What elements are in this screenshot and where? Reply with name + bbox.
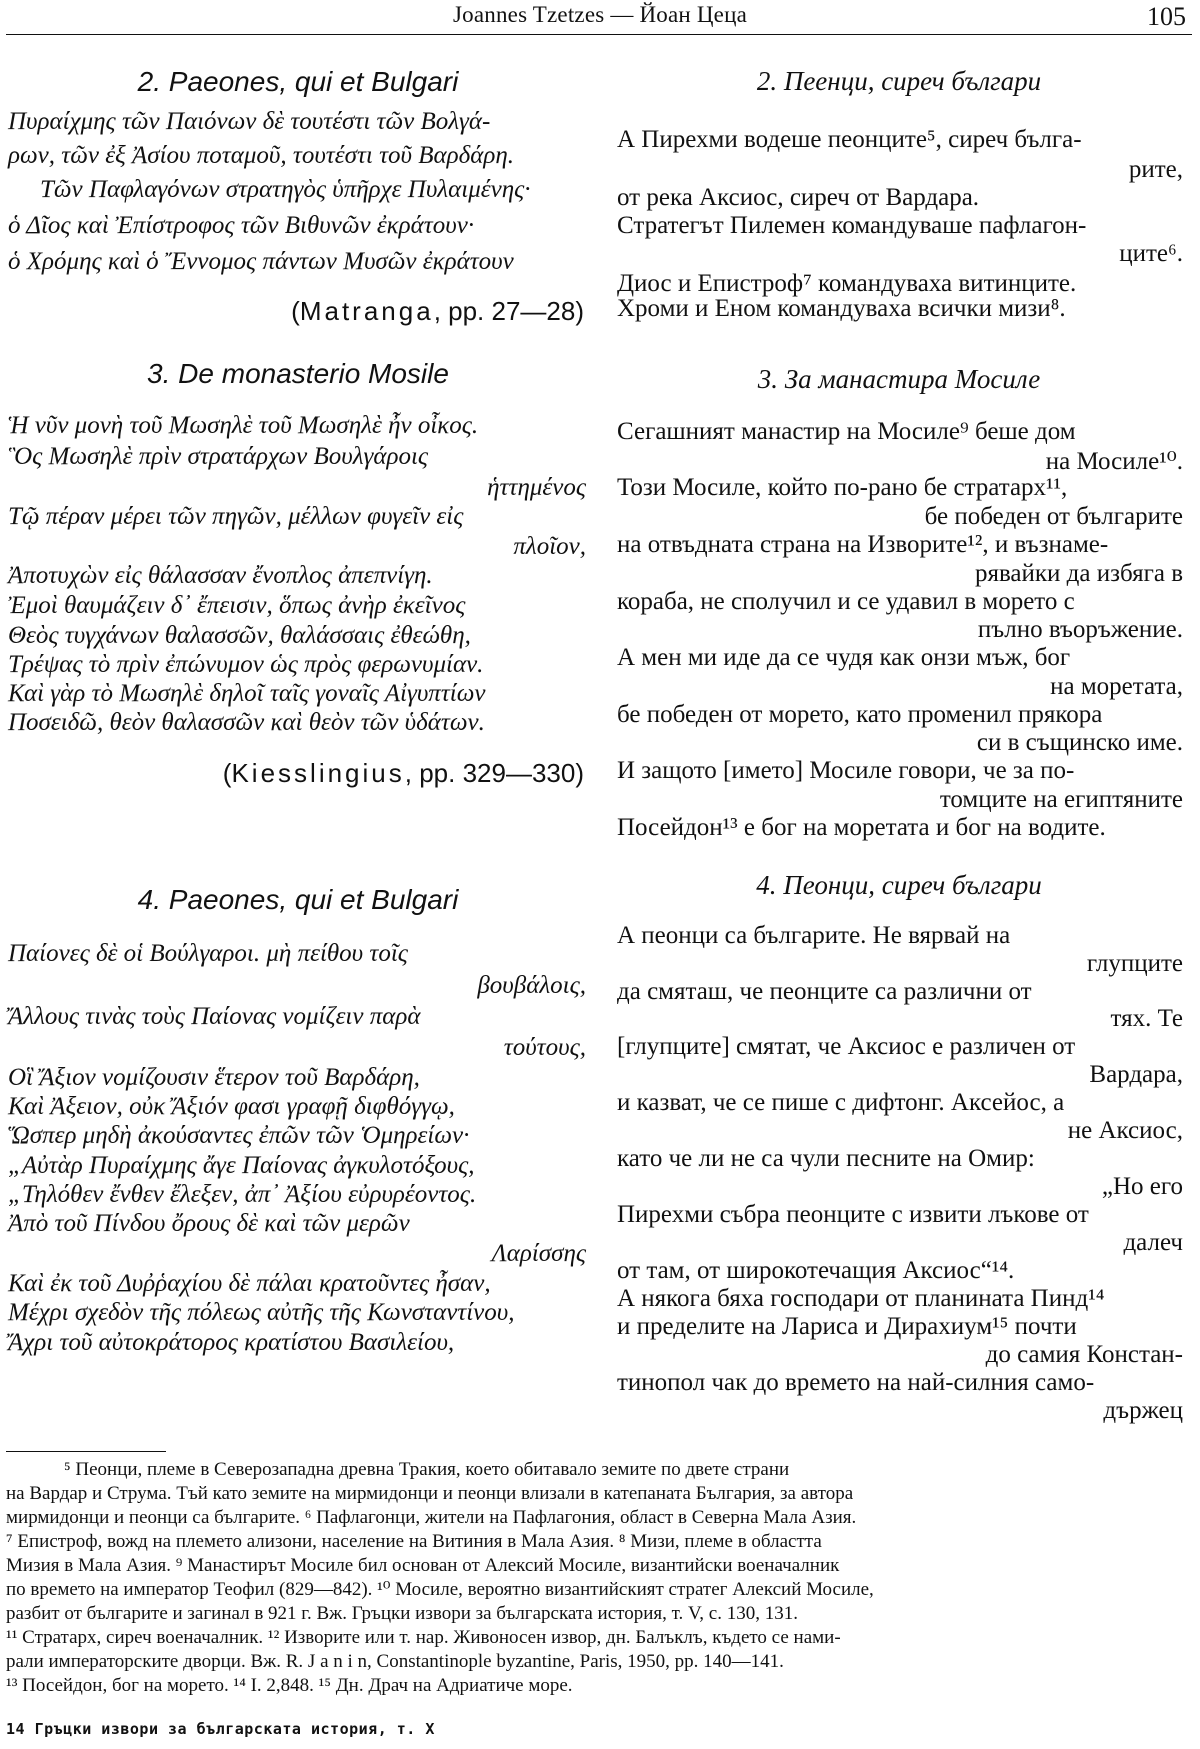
bulgarian-section-title: 3. За манастира Мосиле — [757, 364, 1041, 394]
bulgarian-line: не Аксиос, — [1067, 1117, 1183, 1144]
bulgarian-line: Вардара, — [1089, 1061, 1183, 1088]
greek-line: Ἡ νῦν μονὴ τοῦ Μωσηλὲ τοῦ Μωσηλὲ ἦν οἶκος. — [8, 412, 479, 439]
greek-line: τούτους, — [503, 1034, 586, 1061]
greek-line: Ὃς Μωσηλὲ πρὶν στρατάρχων Βουλγάροις — [8, 443, 429, 470]
bulgarian-line: А Пирехми водеше пеонците⁵, сиреч бълга- — [617, 126, 1082, 153]
bulgarian-line: ците⁶. — [1119, 240, 1183, 267]
footnote-rule — [6, 1451, 166, 1452]
greek-line: „Τηλόθεν ἔνθεν ἔλεξεν, ἀπ᾽ Ἀξίου εὐρυρέοντος. — [8, 1181, 477, 1208]
greek-section-title: 4. Paeones, qui et Bulgari — [137, 884, 459, 915]
source-open: ( — [291, 296, 300, 326]
greek-line: Ποσειδῶ, θεὸν θαλασσῶν καὶ θεὸν τῶν ὑδάτων. — [8, 709, 485, 736]
bulgarian-line: рявайки да избяга в — [974, 560, 1183, 587]
greek-line: Οἳ Ἄξιον νομίζουσιν ἕτερον τοῦ Βαρδάρη, — [8, 1064, 420, 1091]
footnote-line: ⁷ Епистроф, вожд на племето ализони, население на Витиния в Мала Азия. ⁸ Мизи, племе в областта — [6, 1531, 822, 1552]
bulgarian-line: си в същинско име. — [976, 729, 1183, 756]
bulgarian-section-title: 4. Пеонци, сиреч българи — [756, 870, 1042, 900]
bulgarian-line: кораба, не сполучил и се удавил в морето с — [617, 588, 1075, 615]
bulgarian-line: глупците — [1086, 950, 1183, 977]
bulgarian-line: „Но его — [1101, 1173, 1183, 1200]
greek-line: ρων, τῶν ἐξ Ἀσίου ποταμοῦ, τουτέστι τοῦ Βαρδάρη. — [8, 142, 515, 169]
bulgarian-line: на Мосиле¹⁰. — [1045, 448, 1183, 475]
footnote-line: ⁵ Пеонци, племе в Северозападна древна Тракия, което обитавало земите по двете страни — [64, 1459, 790, 1480]
footnotes — [6, 1458, 1186, 1708]
bulgarian-line: на моретата, — [1050, 673, 1183, 700]
bulgarian-line: до самия Констан- — [985, 1341, 1183, 1368]
greek-line: Ἀπὸ τοῦ Πίνδου ὄρους δὲ καὶ τῶν μερῶν — [8, 1210, 410, 1237]
greek-line: Τῷ πέραν μέρει τῶν πηγῶν, μέλλων φυγεῖν εἰς — [8, 503, 464, 530]
greek-line: Ἄλλους τινὰς τοὺς Παίονας νομίζειν παρὰ — [8, 1003, 421, 1030]
bulgarian-line: рите, — [1128, 156, 1183, 183]
footnote-line: на Вардар и Струма. Тъй като земите на мирмидонци и пеонци влизали в катепаната България, за автора — [6, 1483, 854, 1504]
greek-line: Τῶν Παφλαγόνων στρατηγὸς ὑπῆρχε Πυλαιμένης· — [40, 176, 531, 203]
bulgarian-line: от там, от широкотечащия Аксиос“¹⁴. — [617, 1257, 1015, 1284]
bulgarian-line: от река Аксиос, сиреч от Вардара. — [617, 184, 980, 211]
greek-line: Ὥσπερ μηδὴ ἀκούσαντες ἐπῶν τῶν Ὁμηρείων· — [8, 1122, 470, 1149]
greek-line: πλοῖον, — [513, 533, 586, 560]
bulgarian-line: на отвъдната страна на Изворите¹², и възнаме- — [617, 531, 1109, 558]
footnote-line: ¹¹ Стратарх, сиреч военачалник. ¹² Изворите или т. нар. Живоносен извор, дн. Балъклъ, където се нами- — [6, 1627, 841, 1648]
footnote-line: Мизия в Мала Азия. ⁹ Манастирът Мосиле бил основан от Алексий Мосиле, византийски военачалник — [6, 1555, 840, 1576]
page-number: 105 — [1147, 2, 1186, 31]
running-title: Joannes Tzetzes — Йоан Цеца — [453, 2, 747, 27]
greek-line: Ἀποτυχὼν εἰς θάλασσαν ἔνοπλος ἀπεπνίγη. — [8, 562, 433, 589]
bulgarian-line: Хроми и Еном командуваха всички мизи⁸. — [617, 295, 1066, 322]
bulgarian-line: А мен ми иде да се чудя как онзи мъж, бог — [617, 644, 1071, 671]
greek-line: Καὶ ἐκ τοῦ Δυῤῥαχίου δὲ πάλαι κρατοῦντες ἦσαν, — [8, 1270, 491, 1297]
bulgarian-line: Стратегът Пилемен командуваше пафлагон- — [617, 212, 1087, 239]
bulgarian-line: И защото [името] Мосиле говори, че за по- — [617, 757, 1075, 784]
bulgarian-line: томците на египтяните — [939, 786, 1183, 813]
greek-line: Παίονες δὲ οἱ Βούλγαροι. μὴ πείθου τοῖς — [8, 940, 408, 967]
bulgarian-line: А някога бяха господари от планината Пинд¹⁴ — [617, 1285, 1105, 1312]
bulgarian-line: Пирехми събра пеонците с извити лъкове от — [617, 1201, 1089, 1228]
source-author: Matranga — [299, 296, 434, 326]
source-open: ( — [222, 758, 232, 788]
bulgarian-column — [615, 0, 1183, 1430]
greek-section-title: 2. Paeones, qui et Bulgari — [137, 66, 459, 97]
bulgarian-line: Сегашният манастир на Мосиле⁹ беше дом — [617, 418, 1076, 445]
bulgarian-line: А пеонци са българите. Не вярвай на — [617, 922, 1011, 949]
bulgarian-line: бе победен от морето, като променил прякора — [617, 701, 1103, 728]
bulgarian-line: държец — [1103, 1397, 1183, 1424]
source-citation — [223, 758, 584, 789]
footnote-line: рали императорските дворци. Вж. R. J a n i n, Constantinople byzantine, Paris, 1950, pp. 140—141. — [6, 1651, 784, 1672]
footnote-line: разбит от българите и загинал в 921 г. Вж. Гръцки извори за българската история, т. V, с. 130, 131. — [6, 1603, 798, 1624]
footnote-line: мирмидонци и пеонци са българите. ⁶ Пафлагонци, жители на Пафлагония, област в Северна Мала Азия. — [6, 1507, 857, 1528]
greek-section-title: 3. De monasterio Mosile — [147, 358, 449, 389]
greek-line: ἡττημένος — [487, 474, 586, 501]
greek-line: ὁ Χρόμης καὶ ὁ Ἔννομος πάντων Μυσῶν ἐκράτουν — [8, 248, 514, 275]
printer-signature: 14 Гръцки извори за българската история, т. X — [6, 1720, 435, 1738]
greek-line: Τρέψας τὸ πρὶν ἐπώνυμον ὡς πρὸς φερωνυμίαν. — [8, 651, 484, 678]
bulgarian-line: Диос и Епистроф⁷ командуваха витинците. — [617, 270, 1077, 297]
bulgarian-line: пълно въоръжение. — [977, 616, 1183, 643]
bulgarian-line: да смяташ, че пеонците са различни от — [617, 978, 1032, 1005]
greek-line: Ἐμοὶ θαυμάζειν δ᾽ ἔπεισιν, ὅπως ἀνὴρ ἐκεῖνος — [8, 592, 466, 619]
bulgarian-line: и казват, че се пише с дифтонг. Аксейос, а — [617, 1089, 1065, 1116]
greek-line: Καὶ Ἀξειον, οὐκ Ἄξιόν φασι γραφῇ διφθόγγῳ, — [8, 1093, 455, 1120]
greek-line: βουβάλοις, — [477, 972, 586, 999]
greek-line: Καὶ γὰρ τὸ Μωσηλὲ δηλοῖ ταῖς γοναῖς Αἰγυπτίων — [8, 680, 486, 707]
greek-line: „Αὐτὰρ Πυραίχμης ἄγε Παίονας ἀγκυλοτόξους, — [8, 1152, 475, 1179]
bulgarian-line: Посейдон¹³ е бог на моретата и бог на водите. — [617, 814, 1106, 841]
greek-line: Θεὸς τυγχάνων θαλασσῶν, θαλάσσαις ἐθεώθη, — [8, 622, 471, 649]
bulgarian-line: тинопол чак до времето на най-силния само- — [617, 1369, 1095, 1396]
bulgarian-line: като че ли не са чули песните на Омир: — [617, 1145, 1035, 1172]
bulgarian-line: бе победен от българите — [924, 503, 1183, 530]
greek-line: ὁ Δῖος καὶ Ἐπίστροφος τῶν Βιθυνῶν ἐκράτουν· — [8, 212, 475, 239]
source-pages: , pp. 27—28) — [433, 296, 584, 326]
bulgarian-section-title: 2. Пеенци, сиреч българи — [756, 66, 1042, 96]
greek-line: Μέχρι σχεδὸν τῆς πόλεως αὐτῆς τῆς Κωνσταντίνου, — [8, 1299, 515, 1326]
greek-line: Πυραίχμης τῶν Παιόνων δὲ τουτέστι τῶν Βολγά- — [8, 108, 491, 135]
footnote-line: по времето на император Теофил (829—842). ¹⁰ Мосиле, вероятно византийският стратег Алексий Мосиле, — [6, 1579, 874, 1600]
bulgarian-line: и пределите на Лариса и Дирахиум¹⁵ почти — [617, 1313, 1077, 1340]
bulgarian-line: [глупците] смятат, че Аксиос е различен от — [617, 1033, 1076, 1060]
greek-column — [6, 0, 590, 1430]
bulgarian-line: тях. Те — [1110, 1005, 1183, 1032]
bulgarian-line: далеч — [1123, 1229, 1183, 1256]
greek-line: Ἄχρι τοῦ αὐτοκράτορος κρατίστου Βασιλείου, — [8, 1329, 455, 1356]
greek-line: Λαρίσσης — [491, 1240, 586, 1267]
footnote-line: ¹³ Посейдон, бог на морето. ¹⁴ I. 2,848. ¹⁵ Дн. Драч на Адриатиче море. — [6, 1675, 573, 1696]
source-pages: , pp. 329—330) — [404, 758, 584, 788]
source-author: Kiesslingius — [231, 758, 405, 788]
source-citation — [291, 296, 584, 327]
bulgarian-line: Този Мосиле, който по-рано бе стратарх¹¹, — [617, 474, 1068, 501]
